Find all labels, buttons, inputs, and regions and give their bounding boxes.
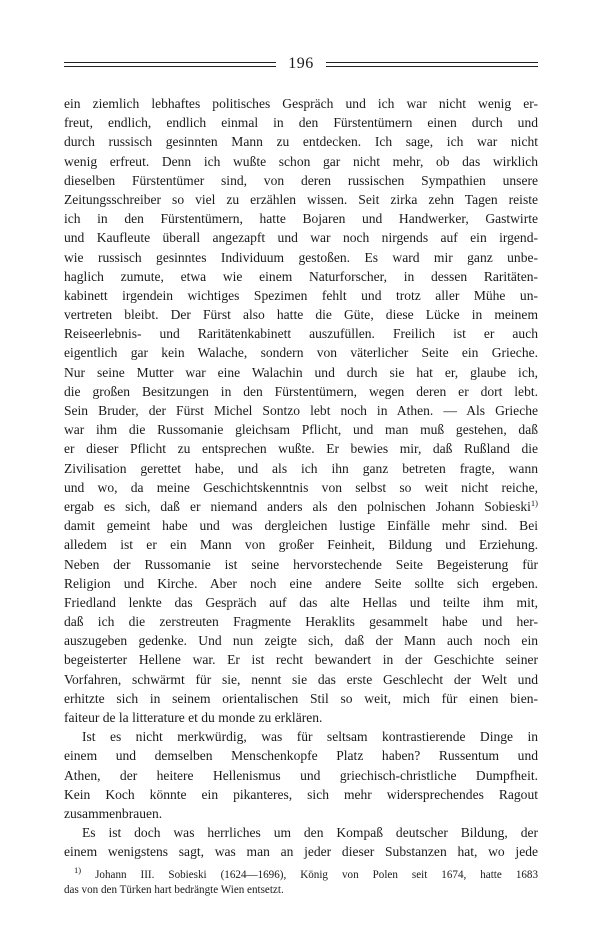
- text-line: Religion und Kirche. Aber noch eine andere Seite sollte sich ergeben.: [64, 575, 538, 591]
- text-line: Kein Koch könnte ein pikanteres, sich mehr widersprechendes Ragout: [64, 786, 538, 802]
- paragraph-start-line: Es ist doch was herrliches um den Kompaß deutscher Bildung, der: [82, 825, 538, 841]
- text-fragment: ergab es sich, daß er niemand anders als den polnischen Johann Sobieski: [64, 498, 531, 514]
- text-line: und wo, da meine Geschichtskenntnis von selbst so weit nicht reiche,: [64, 479, 538, 495]
- text-line: wie russisch gesinntes Individuum gestoßen. Es ward mir ganz unbe-: [64, 249, 538, 265]
- footnote-line: [64, 864, 539, 884]
- paragraph-end-line: zusammenbrauen.: [64, 805, 163, 821]
- text-line: einem und demselben Menschenkopfe Platz haben? Russentum und: [64, 748, 538, 764]
- header-rule-left: [64, 62, 276, 67]
- text-line: Reiseerlebnis- und Raritätenkabinett auszufüllen. Freilich ist er auch: [64, 326, 538, 342]
- paragraph-start-line: Ist es nicht merkwürdig, was für seltsam kontrastierende Dinge in: [82, 729, 538, 745]
- text-line-with-footnote-ref: [64, 497, 538, 516]
- text-line: daß ich die zerstreuten Fragmente Heraklits gesammelt habe und her-: [64, 614, 538, 630]
- text-line: die großen Besitzungen in den Fürstentümern, wegen deren er dort lebt.: [64, 383, 538, 399]
- book-page: [64, 52, 538, 899]
- text-line: freut, endlich, endlich einmal in den Fürstentümern einen durch und: [64, 115, 538, 131]
- text-line: Zivilisation gerettet habe, und als ich ihn ganz betreten fragte, wann: [64, 460, 538, 476]
- footnote-line: das von den Türken hart bedrängte Wien entsetzt.: [64, 884, 284, 897]
- text-line: Nur seine Mutter war eine Walachin und durch sie hat er, glaube ich,: [64, 364, 538, 380]
- text-line: wenig erfreut. Denn ich wußte schon gar nicht mehr, ob das wirklich: [64, 153, 538, 169]
- text-line: erhitzte sich in seinem orientalischen Stil so weit, mich für einen bien-: [64, 690, 538, 706]
- page-header: [64, 52, 538, 76]
- text-line: Zeitungsschreiber so viel zu erzählen wissen. Seit zirka zehn Tagen reiste: [64, 191, 538, 207]
- text-line: haglich zumute, etwa wie einem Naturforscher, in dessen Raritäten-: [64, 268, 538, 284]
- text-line: ein ziemlich lebhaftes politisches Gespräch und ich war nicht wenig er-: [64, 96, 538, 111]
- text-line: ich in den Fürstentümern, hatte Bojaren und Handwerker, Gastwirte: [64, 211, 538, 227]
- text-line: Neben der Russomanie ist seine hervorstechende Seite Begeisterung für: [64, 556, 538, 572]
- text-line: auszugeben gedenke. Und nun zeigte sich, daß der Mann auch noch ein: [64, 633, 538, 649]
- footnote-marker: 1): [74, 864, 82, 875]
- text-line: durch russisch gesinnten Mann zu entdecken. Ich sage, ich war nicht: [64, 134, 538, 150]
- text-line: er dieser Pflicht zu entsprechen wußte. Er bewies mir, daß Rußland die: [64, 441, 538, 457]
- text-line: Vorfahren, schwärmt für sie, nennt sie das erste Geschlecht der Welt und: [64, 671, 538, 687]
- text-line: vertreten bleibt. Der Fürst also hatte die Güte, diese Lücke in meinem: [64, 307, 538, 323]
- text-line: kabinett irgendein wichtiges Spezimen fehlt und trotz aller Mühe un-: [64, 287, 538, 303]
- text-line: begeisterter Hellene war. Er ist recht bewandert in der Geschichte seiner: [64, 652, 538, 668]
- text-line: war ihm die Russomanie gleichsam Pflicht, und man muß gestehen, daß: [64, 422, 538, 438]
- text-line: dieselben Fürstentümer sind, von deren russischen Sympathien unsere: [64, 172, 538, 188]
- text-line: einem wenigstens sagt, was man an jeder dieser Substanzen hat, wo jede: [64, 844, 538, 860]
- footnote-text: Johann III. Sobieski (1624—1696), König von Polen seit 1674, hatte 1683: [95, 868, 539, 881]
- footnote-reference: 1): [530, 497, 538, 508]
- text-line: eigentlich gar kein Walache, sondern von väterlicher Seite ein Grieche.: [64, 345, 538, 361]
- footnote: [64, 864, 539, 899]
- paragraph-end-line: faiteur de la litterature et du monde zu erklären.: [64, 710, 323, 725]
- text-line: Sein Bruder, der Fürst Michel Sontzo lebt noch in Athen. — Als Grieche: [64, 403, 538, 418]
- header-rule-right: [326, 62, 538, 67]
- text-line: damit gemeint habe und was dergleichen lustige Einfälle mehr sind. Bei: [64, 518, 538, 534]
- page-number: 196: [288, 55, 314, 72]
- text-line: und Kaufleute überall angezapft und war noch nirgends auf ein irgend-: [64, 230, 538, 246]
- text-line: Friedland lenkte das Gespräch auf das alte Hellas und teilte ihm mit,: [64, 594, 538, 610]
- text-line: Athen, der heitere Hellenismus und griechisch-christliche Dumpfheit.: [64, 767, 538, 783]
- text-line: alledem ist er ein Mann von großer Feinheit, Bildung und Erziehung.: [64, 537, 538, 553]
- main-text: [64, 94, 538, 862]
